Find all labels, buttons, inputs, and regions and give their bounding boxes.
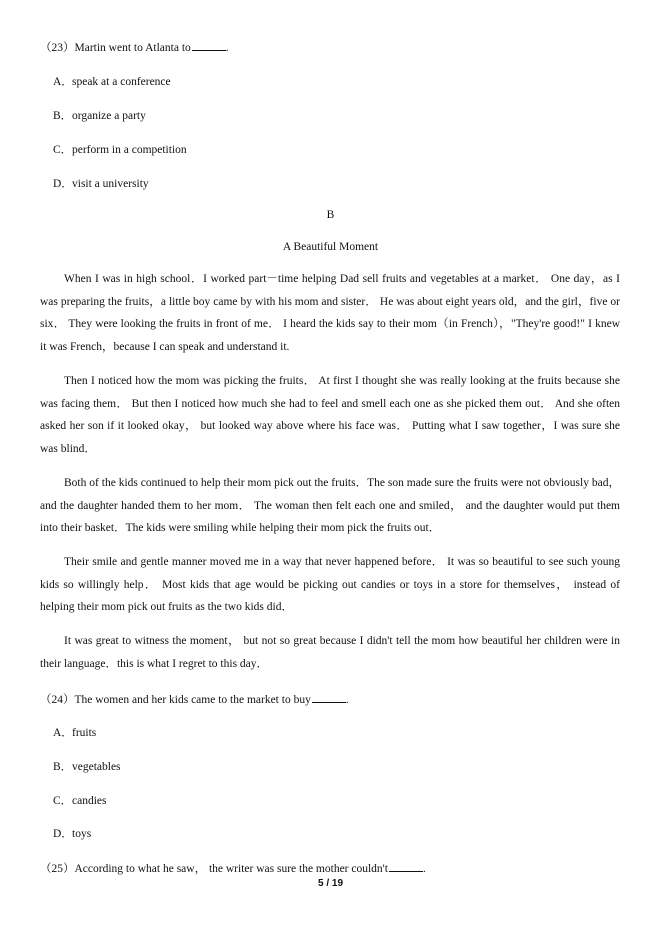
paragraph-1: When I was in high school．I worked part－time helping Dad sell fruits and vegetables at a market． One day，as I was preparing the fruits，a little boy came by with his mom and sister． He was about eight years old，and the girl，five or six． They were looking the fruits in front of me． I heard the kids say to their mom（in French），"They're good!" I knew it was French，because I can speak and understand it. [40,273,620,354]
paragraph-3: Both of the kids continued to help their mom pick out the fruits．The son made sure the fruits were not obviously bad， and the daughter handed them to her mom． The woman then felt each one and smiled， and the daughter would put them into their basket．The kids were smiling while helping their mom pick the fruits out． [40,477,620,535]
question-24: （24）The women and her kids came to the market to buy . [40,694,349,706]
answer-blank [389,861,423,872]
paragraph-2: Then I noticed how the mom was picking the fruits． At first I thought she was really looking at the fruits because she was facing them． But then I noticed how much she had to feel and smell each one as she picked them out． And she often asked her son if it looked okay， but looked way above where his face was． Putting what I saw together，I was sure she was blind． [40,375,620,456]
option-24-b: B．vegetables [53,761,121,773]
option-23-b: B．organize a party [53,110,146,122]
option-23-a: A．speak at a conference [53,76,171,88]
option-24-d: D．toys [53,828,92,840]
answer-blank [312,692,346,703]
section-label: B [326,209,335,221]
question-25-stem: （25）According to what he saw， the writer was sure the mother couldn't [40,863,388,875]
paragraph-4: Their smile and gentle manner moved me in a way that never happened before． It was so beautiful to see such young kids so willingly help． Most kids that age would be picking out candies or toys in a store for themselves， instead of helping their mom pick out fruits as the two kids did． [40,556,620,614]
question-25: （25）According to what he saw， the writer was sure the mother couldn't . [40,863,426,875]
question-24-stem: （24）The women and her kids came to the market to buy [40,694,311,706]
passage-title: A Beautiful Moment [282,241,379,253]
option-24-c: C．candies [53,795,107,807]
answer-blank [192,40,226,51]
paragraph-5: It was great to witness the moment， but not so great because I didn't tell the mom how beautiful her children were in their language．this is what I regret to this day． [40,635,620,670]
option-23-c: C．perform in a competition [53,144,187,156]
question-23-stem: （23）Martin went to Atlanta to [40,42,191,54]
option-23-d: D．visit a university [53,178,149,190]
page-number: 5 / 19 [317,878,344,889]
option-24-a: A．fruits [53,727,97,739]
question-23: （23）Martin went to Atlanta to . [40,42,229,54]
